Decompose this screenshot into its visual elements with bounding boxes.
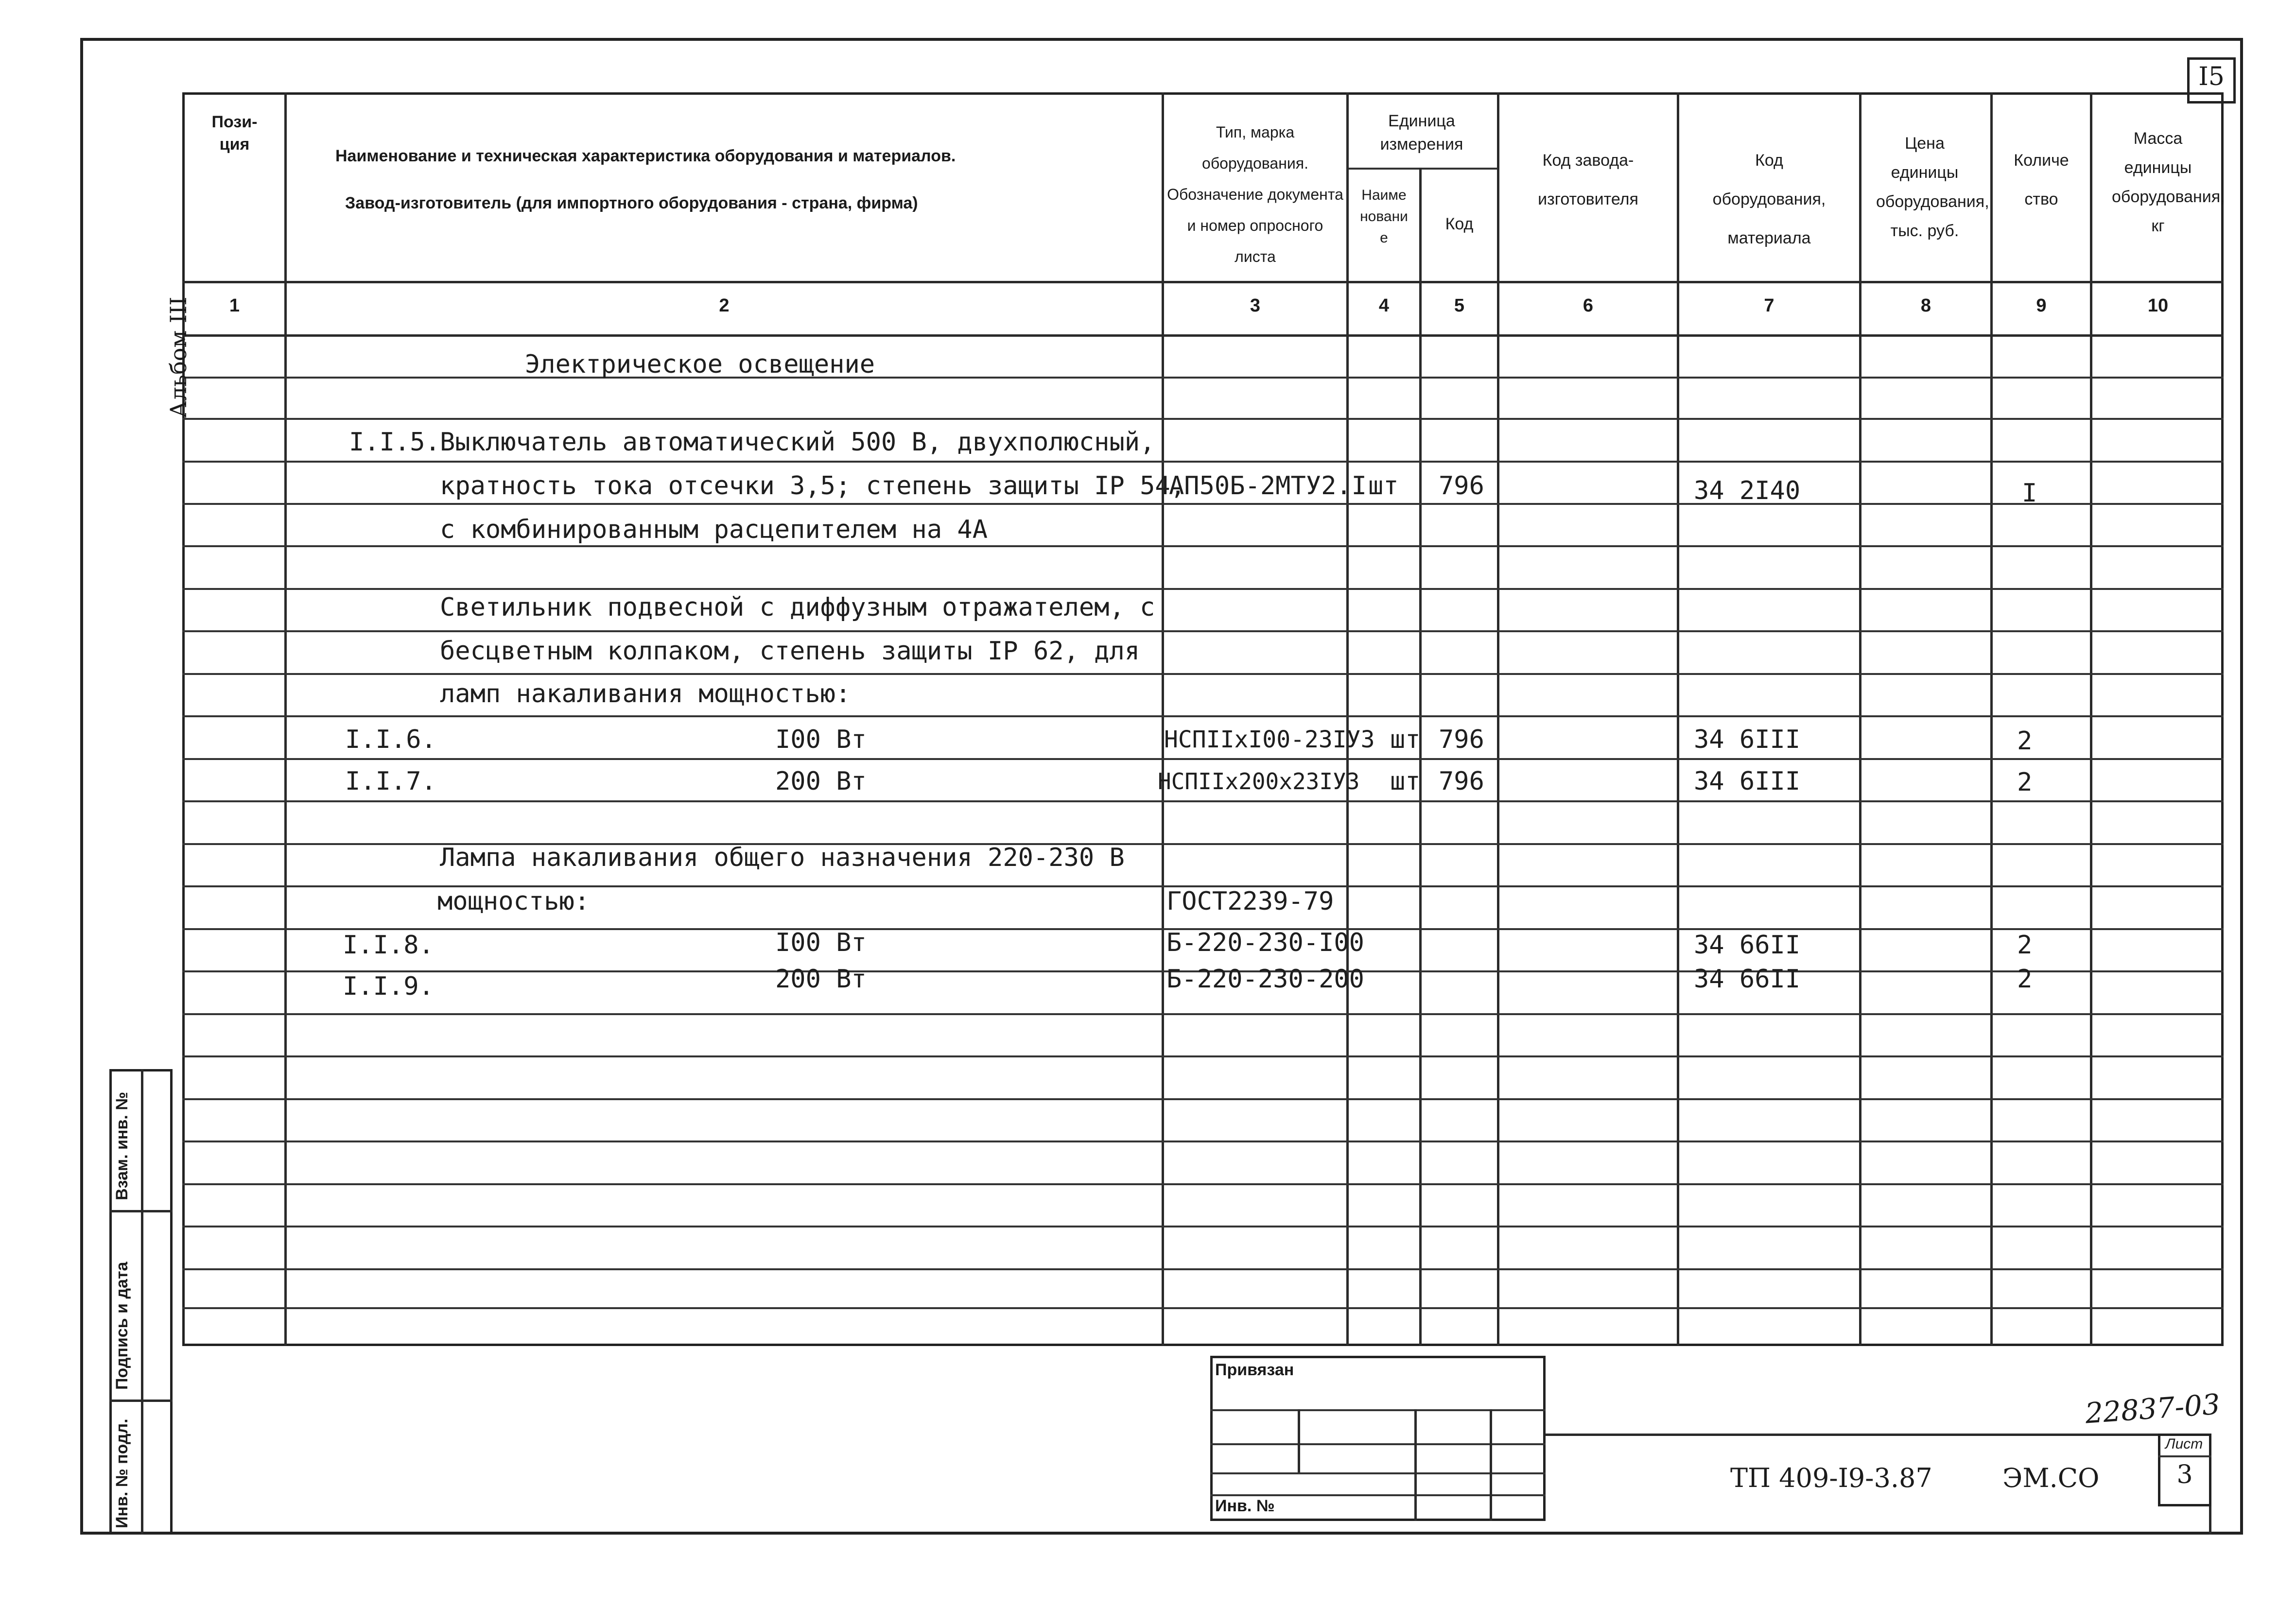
unit-group-line bbox=[1346, 168, 1497, 170]
attached-grid-3 bbox=[1210, 1472, 1546, 1474]
section-title: Электрическое освещение bbox=[525, 350, 875, 379]
colnum-bottom-line bbox=[182, 334, 2224, 337]
row-name: мощностью: bbox=[437, 887, 590, 916]
row-name: Светильник подвесной с диффузным отражателем, с bbox=[440, 593, 1155, 622]
title-band-top bbox=[1546, 1434, 2211, 1436]
row-position: I.I.5. bbox=[349, 428, 440, 457]
attached-col-1 bbox=[1298, 1409, 1300, 1472]
col-line-8 bbox=[1990, 92, 1993, 1346]
header-name-line1: Наименование и техническая характеристика оборудования и материалов. bbox=[335, 147, 956, 165]
col-line-4 bbox=[1419, 168, 1422, 1346]
left-stamp-line-1 bbox=[109, 1210, 173, 1212]
attached-grid-1 bbox=[1210, 1409, 1546, 1411]
row-name: 200 Вт bbox=[775, 965, 867, 994]
row-unit-code: 796 bbox=[1439, 725, 1484, 754]
row-name: бесцветным колпаком, степень защиты IP 62, для bbox=[440, 637, 1140, 666]
stamp-number: 22837-03 bbox=[2084, 1387, 2221, 1430]
attached-grid-4 bbox=[1210, 1494, 1546, 1496]
row-name: с комбинированным расцепителем на 4А bbox=[440, 515, 988, 544]
col-line-3 bbox=[1346, 92, 1349, 1346]
sheet-box-divider bbox=[2158, 1455, 2211, 1457]
header-unit-group: Единица измерения bbox=[1380, 112, 1463, 154]
row-name: I00 Вт bbox=[775, 928, 867, 957]
stamp-sign-date: Подпись и дата bbox=[113, 1261, 131, 1390]
colnum-10: 10 bbox=[2147, 295, 2169, 316]
col-line-2 bbox=[1162, 92, 1164, 1346]
row-equip-code: 34 66II bbox=[1694, 931, 1801, 960]
row-type: АП50Б-2МТУ2.I bbox=[1169, 471, 1367, 501]
header-name-line2: Завод-изготовитель (для импортного оборудования - страна, фирма) bbox=[345, 194, 918, 212]
document-code: ТП 409-I9-3.87 bbox=[1730, 1463, 1932, 1493]
header-factory-code: Код завода-изготовителя bbox=[1538, 151, 1638, 208]
row-equip-code: 34 6III bbox=[1694, 767, 1801, 796]
row-qty: 2 bbox=[2017, 768, 2033, 797]
row-unit: шт bbox=[1390, 725, 1421, 754]
row-type: Б-220-230-I00 bbox=[1166, 928, 1364, 957]
row-name: ламп накаливания мощностью: bbox=[440, 679, 851, 708]
row-type: Б-220-230-200 bbox=[1166, 965, 1364, 994]
sheet-label: Лист bbox=[2165, 1436, 2203, 1452]
row-name: 200 Вт bbox=[775, 767, 867, 796]
attached-col-2 bbox=[1414, 1409, 1417, 1521]
col-line-6 bbox=[1677, 92, 1679, 1346]
row-qty: 2 bbox=[2017, 965, 2033, 994]
row-qty: I bbox=[2022, 479, 2037, 508]
row-name: кратность тока отсечки 3,5; степень защиты IP 54, bbox=[440, 471, 1186, 501]
col-line-1 bbox=[284, 92, 287, 1346]
colnum-6: 6 bbox=[1583, 295, 1594, 316]
colnum-7: 7 bbox=[1764, 295, 1774, 316]
top-sheet-number: I5 bbox=[2198, 62, 2225, 91]
header-unit-code: Код bbox=[1445, 215, 1474, 233]
row-equip-code: 34 6III bbox=[1694, 725, 1801, 754]
row-unit: шт bbox=[1390, 767, 1421, 796]
header-unit-name: Наименование bbox=[1360, 187, 1408, 246]
header-quantity: Количество bbox=[2014, 151, 2069, 208]
stamp-inv-no: Инв. № подл. bbox=[113, 1418, 131, 1528]
inv-number-label: Инв. № bbox=[1215, 1497, 1275, 1515]
row-qty: 2 bbox=[2017, 726, 2033, 756]
header-position: Пози- ция bbox=[211, 113, 258, 154]
attached-label: Привязан bbox=[1215, 1361, 1294, 1379]
header-mass: Масса единицы оборудования, кг bbox=[2112, 129, 2225, 235]
row-position: I.I.9. bbox=[343, 972, 434, 1001]
row-qty: 2 bbox=[2017, 931, 2033, 960]
row-type: НСПIIx200x23IУ3 bbox=[1158, 768, 1360, 795]
colnum-8: 8 bbox=[1920, 295, 1931, 316]
attached-box bbox=[1210, 1356, 1546, 1521]
attached-col-3 bbox=[1490, 1409, 1492, 1521]
row-name: Лампа накаливания общего назначения 220-230 В bbox=[440, 843, 1125, 872]
row-type: НСПIIxI00-23IУ3 bbox=[1164, 726, 1375, 753]
col-line-7 bbox=[1859, 92, 1861, 1346]
left-stamp-divider bbox=[141, 1069, 143, 1535]
col-line-9 bbox=[2090, 92, 2092, 1346]
row-type: ГОСТ2239-79 bbox=[1166, 887, 1334, 916]
colnum-4: 4 bbox=[1378, 295, 1390, 316]
row-equip-code: 34 66II bbox=[1694, 965, 1801, 994]
stamp-replace-inv: Взам. инв. № bbox=[113, 1091, 131, 1200]
section-code: ЭМ.СО bbox=[2002, 1463, 2100, 1493]
colnum-3: 3 bbox=[1250, 295, 1261, 316]
header-bottom-line bbox=[182, 281, 2224, 283]
attached-grid-2 bbox=[1210, 1443, 1546, 1445]
header-price: Цена единицы оборудования, тыс. руб. bbox=[1876, 134, 1989, 240]
album-label: Альбом III bbox=[165, 296, 191, 418]
row-unit: шт bbox=[1368, 471, 1399, 501]
colnum-2: 2 bbox=[719, 295, 730, 316]
row-name: I00 Вт bbox=[775, 725, 867, 754]
specification-table bbox=[182, 92, 2224, 1346]
colnum-5: 5 bbox=[1454, 295, 1465, 316]
row-position: I.I.6. bbox=[345, 725, 436, 754]
row-unit-code: 796 bbox=[1439, 471, 1484, 501]
row-position: I.I.8. bbox=[343, 931, 434, 960]
header-type: Тип, марка оборудования. Обозначение документа и номер опросного листа bbox=[1167, 123, 1343, 265]
header-equipment-code: Код оборудования, материала bbox=[1712, 151, 1826, 247]
row-equip-code: 34 2I40 bbox=[1694, 476, 1801, 505]
colnum-1: 1 bbox=[229, 295, 240, 316]
colnum-9: 9 bbox=[2036, 295, 2047, 316]
sheet-number: 3 bbox=[2176, 1460, 2193, 1489]
row-position: I.I.7. bbox=[345, 767, 436, 796]
row-name: Выключатель автоматический 500 В, двухполюсный, bbox=[440, 428, 1155, 457]
col-line-5 bbox=[1497, 92, 1499, 1346]
row-unit-code: 796 bbox=[1439, 767, 1484, 796]
